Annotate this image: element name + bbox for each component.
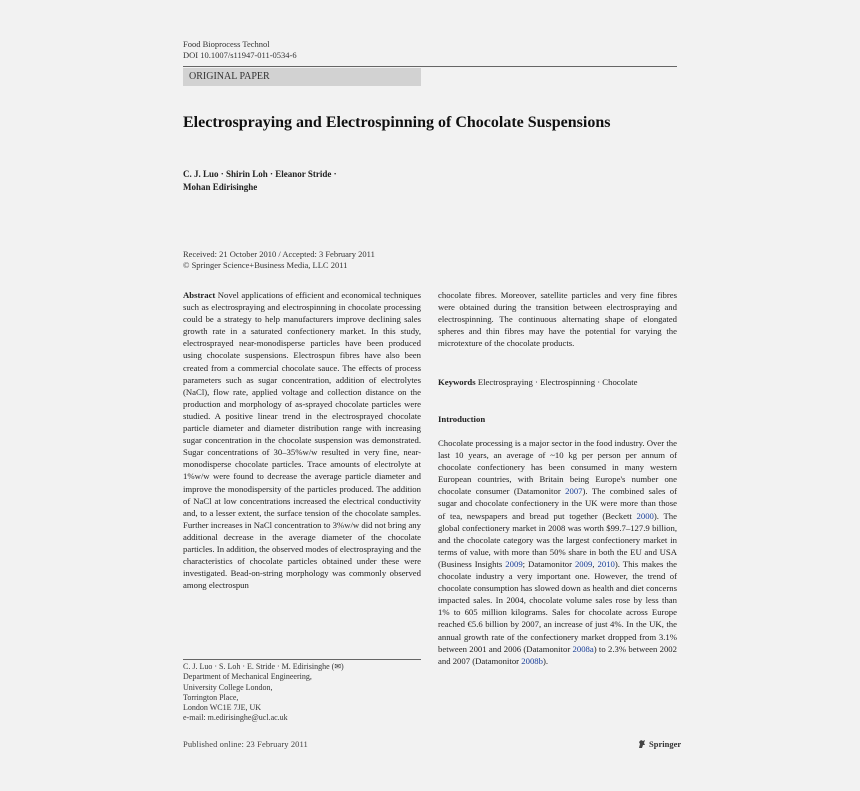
footnote-city: London WC1E 7JE, UK: [183, 703, 262, 713]
publication-dates: [183, 249, 375, 271]
author-affiliation: [183, 662, 421, 724]
authors-line-2: Mohan Edirisinghe: [183, 182, 258, 192]
ref-datamonitor-2010[interactable]: 2010: [597, 558, 615, 569]
introduction-text: [438, 437, 677, 667]
ref-datamonitor-2007[interactable]: 2007: [565, 486, 583, 497]
published-online: Published online: 23 February 2011: [183, 739, 308, 749]
abstract-label: Abstract: [183, 290, 216, 300]
doi[interactable]: DOI 10.1007/s11947-011-0534-6: [183, 50, 297, 60]
footnote-place: Torrington Place,: [183, 692, 239, 702]
abstract-continued: chocolate fibres. Moreover, satellite particles and very fine fibres were obtained during the transition between electrospraying and electrospinning. The continuous alternating shape of elongated spheres and thin fibres may have the potential for varying the microtexture of the chocolate products.: [438, 290, 677, 349]
keywords: [438, 376, 677, 388]
intro-segment: Chocolate processing is a major sector in the food industry. Over the last 10 years, an average of ~10 kg per person per annum of chocolate confectionery has been consumed in many western European countries, with Britain being Europe's number one chocolate consumer (Datamonitor: [438, 438, 677, 497]
abstract: [183, 289, 421, 591]
footnote-dept: Department of Mechanical Engineering,: [183, 672, 312, 682]
ref-datamonitor-2009[interactable]: 2009: [574, 558, 593, 569]
author-list: [183, 168, 483, 194]
ref-beckett-2000[interactable]: 2000: [636, 510, 654, 521]
keywords-label: Keywords: [438, 377, 476, 387]
publisher-name: Springer: [649, 739, 682, 749]
footnote-univ: University College London,: [183, 682, 273, 692]
intro-segment: ). This makes the chocolate industry a very important one. However, the trend of chocolate consumption has slowed down as health and diet concerns impacted sales. In 2004, chocolate volume sales rose by less than 1% to 605 million kilograms. Sales for chocolate across Europe reached €5.6 billion by 2007, an increase of just 4%. In the UK, the annual growth rate of the confectionery market dropped from 3.1% between 2001 and 2006 (Datamonitor: [438, 558, 677, 654]
intro-segment: ). The combined sales of sugar and chocolate confectionery in the UK were more than those of tea, newspapers and bread put together (Beckett: [438, 486, 678, 521]
ref-business-insights-2009[interactable]: 2009: [505, 558, 523, 569]
journal-name: Food Bioprocess Technol: [183, 39, 270, 49]
header-rule: [183, 66, 677, 67]
paper-type-banner: ORIGINAL PAPER: [183, 68, 421, 86]
authors-line-1: C. J. Luo · Shirin Loh · Eleanor Stride ·: [183, 169, 337, 179]
intro-segment: ,: [592, 558, 598, 569]
received-accepted: Received: 21 October 2010 / Accepted: 3 February 2011: [183, 249, 375, 259]
footnote-authors: C. J. Luo · S. Loh · E. Stride · M. Edirisinghe (✉): [183, 662, 344, 671]
publisher-logo: [637, 739, 681, 749]
paper-title: Electrospraying and Electrospinning of Chocolate Suspensions: [183, 114, 611, 131]
springer-horse-icon: [637, 739, 647, 749]
intro-segment: ; Datamonitor: [522, 558, 575, 569]
introduction-heading: Introduction: [438, 414, 486, 424]
keywords-text: Electrospraying · Electrospinning · Chocolate: [477, 377, 638, 387]
abstract-text: Novel applications of efficient and economical techniques such as electrospraying and electrospinning in chocolate processing could be a strategy to help manufacturers improve declining sales growth rate in a saturated confectionery market. In this study, electrosprayed near-monodisperse particles have been produced using chocolate suspensions. Electrospun fibres have also been created from a commercial chocolate sauce. The effects of process parameters such as sugar concentration, addition of electrolytes (NaCl), flow rate, applied voltage and collection distance on the production and morphology of as-sprayed chocolate particles were studied. A positive linear trend in the electrosprayed chocolate particle diameter and diameter distribution range with increasing sugar concentration in the chocolate suspension was demonstrated. Sugar concentrations of 30–35%w/w resulted in very fine, near-monodisperse chocolate particles. Trace amounts of electrolyte at 1%w/w were found to decrease the average particle diameter and improve the monodispersity of the particles produced. The addition of NaCl at low concentrations increased the electrical conductivity and, to a lesser extent, the surface tension of the chocolate samples. Further increases in NaCl concentration to 3%w/w did not bring any additional decrease in the average diameter of the chocolate particles. In addition, the observed modes of electrospraying and the characteristics of chocolate particles obtained under these were investigated. Bead-on-string morphology was commonly observed among electrospun: [183, 290, 421, 591]
ref-datamonitor-2008a[interactable]: 2008a: [572, 643, 594, 654]
copyright: © Springer Science+Business Media, LLC 2011: [183, 260, 348, 270]
intro-segment: ).: [542, 655, 549, 666]
ref-datamonitor-2008b[interactable]: 2008b: [521, 655, 543, 666]
footnote-rule: [183, 659, 421, 660]
journal-info: [183, 39, 297, 61]
intro-segment: ). The global confectionery market in 2008 was worth $99.7–127.9 billion, and the chocolate category was the largest confectionery market in terms of value, with more than 50% share in both the EU and USA (Business Insights: [438, 510, 677, 569]
footnote-email[interactable]: e-mail: m.edirisinghe@ucl.ac.uk: [183, 713, 288, 723]
intro-segment: ) to 2.3% between 2002 and 2007 (Datamonitor: [438, 643, 677, 666]
